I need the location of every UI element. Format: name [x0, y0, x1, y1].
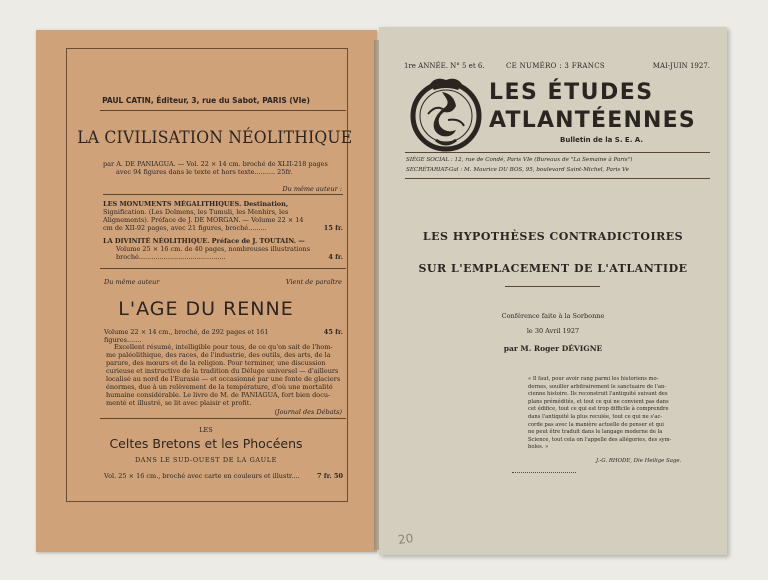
desc-line: me paléolithique, des races, de l'industrie, des outils, des arts, de la: [106, 351, 331, 359]
book5-line1: Vol. 25 × 16 cm., broché avec carte en couleurs et illustr....: [104, 472, 300, 480]
issue-number: 1re ANNÉE. N° 5 et 6.: [404, 62, 485, 70]
book4-price: 45 fr.: [323, 328, 343, 336]
quote-line: ne peut être traduit dans le langage moderne de la: [528, 429, 663, 436]
desc-line: Excellent résumé, intelligible pour tous, de ce qu'on sait de l'hom-: [114, 343, 333, 351]
book3-line1: LA DIVINITÉ NÉOLITHIQUE. Préface de J. TOUTAIN. —: [103, 237, 305, 245]
journal-subtitle: Bulletin de la S. E. A.: [560, 136, 644, 144]
divider: [405, 178, 710, 179]
conference-line: Conférence faite à la Sorbonne: [501, 312, 605, 320]
issue-price: CE NUMÉRO : 3 FRANCS: [506, 62, 605, 70]
book3-line2: Volume 25 × 16 cm. de 40 pages, nombreuses illustrations: [116, 245, 311, 253]
book4-line1: Volume 22 × 14 cm., broché, de 292 pages et 161 figures.......: [104, 328, 269, 344]
issue-date: MAI-JUIN 1927.: [652, 62, 710, 70]
publisher-line: PAUL CATIN, Éditeur, 3, rue du Sabot, PARIS (VIe): [102, 96, 310, 105]
desc-line: curieuse et instructive de la tradition du Déluge universel — d'ailleurs: [106, 367, 339, 375]
quote-line: cienne histoire. Ils reconstruit l'antiquité suivant des: [528, 391, 668, 398]
desc-line: humaine considérable. Le livre de M. de PANIAGUA, fort bien docu-: [106, 391, 331, 399]
headline-line2: SUR L'EMPLACEMENT DE L'ATLANTIDE: [418, 262, 688, 275]
desc-line: parure, des mœurs et de la religion. Pour terminer, une discussion: [106, 359, 326, 367]
quote-line: dernes, souiller arbitrairement le sanctuaire de l'an-: [528, 383, 667, 390]
divider: [100, 418, 346, 419]
book4-source: (Journal des Débats): [274, 408, 342, 416]
quote-line: Science, tout cela on l'appelle des allégories, des sym-: [528, 436, 672, 443]
desc-line: localisé au nord de l'Eurasie — et occasionné par une fonte de glaciers: [106, 375, 341, 383]
book5-les: LES: [199, 426, 213, 434]
book2-title: LES MONUMENTS MÉGALITHIQUES. Destination,: [103, 200, 289, 208]
book4-description: [106, 343, 344, 407]
divider: [405, 152, 710, 153]
quote-line: corde pas avec la manière actuelle de penser et qui: [528, 421, 664, 428]
journal-title-line2: ATLANTÉENNES: [489, 108, 696, 133]
book3-price: 4 fr.: [328, 253, 343, 261]
journal-title-line1: LES ÉTUDES: [489, 80, 654, 105]
book1-line2: avec 94 figures dans le texte et hors texte.......... 25fr.: [116, 168, 293, 176]
society-emblem: [406, 74, 486, 154]
epigraph: [528, 376, 708, 452]
divider: [505, 286, 600, 287]
book5-title: Celtes Bretons et les Phocéens: [109, 436, 303, 451]
book4-title: L'AGE DU RENNE: [118, 298, 294, 320]
book3-line3: broché..........................................: [116, 253, 226, 261]
book2-line1: Signification. (Les Dolmens, les Tumuli, les Menhirs, les: [103, 208, 289, 216]
book2-price: 15 fr.: [323, 224, 343, 232]
headline-line1: LES HYPOTHÈSES CONTRADICTOIRES: [422, 230, 684, 243]
divider: [103, 194, 343, 195]
quote-line: « Il faut, pour avoir rang parmi les historiens mo-: [528, 376, 659, 382]
book1-line1: par A. DE PANIAGUA. — Vol. 22 × 14 cm. broché de XLII-218 pages: [103, 160, 328, 168]
desc-line: menté et illustré, se lit avec plaisir et profit.: [106, 399, 252, 407]
divider: [100, 268, 346, 269]
dotted-rule: [512, 472, 576, 473]
left-note: Du même auteur: [104, 278, 160, 286]
desc-line: énormes, due à un relèvement de la température, d'où une mortalité: [106, 383, 333, 391]
book5-subtitle: DANS LE SUD-OUEST DE LA GAULE: [134, 456, 278, 464]
quote-line: plans prémédités, et tout ce qui ne convient pas dans: [528, 398, 669, 405]
divider: [100, 110, 346, 111]
quote-line: boles. »: [528, 444, 549, 451]
book1-title: LA CIVILISATION NÉOLITHIQUE: [77, 128, 353, 148]
book5-price: 7 fr. 50: [317, 472, 343, 480]
quote-source: J.-G. RHODE, Die Heilige Sage.: [596, 458, 682, 464]
siege-social: SIÈGE SOCIAL : 12, rue de Condé, Paris VIe (Bureaux de "La Semaine à Paris"): [406, 157, 633, 163]
author-line: par M. Roger DÉVIGNE: [503, 344, 603, 353]
quote-line: dans l'antiquité la plus reculée, tout ce qui ne s'ac-: [528, 413, 663, 420]
handwritten-mark: 20: [397, 531, 415, 547]
conference-date: le 30 Avril 1927: [526, 327, 580, 335]
same-author-label: Du même auteur :: [282, 185, 342, 193]
quote-line: cet édifice, tout ce qui est trop difficile à comprendre: [528, 406, 669, 413]
book2-line2: Alignements). Préface de J. DE MORGAN. — Volume 22 × 14: [103, 216, 304, 224]
right-note: Vient de paraître: [285, 278, 342, 286]
secretariat: SECRÉTARIAT-Gal : M. Maurice DU BOS, 95, boulevard Saint-Michel, Paris Ve: [406, 167, 629, 173]
book2-line3: cm de XII-92 pages, avec 21 figures, broché.........: [103, 224, 267, 232]
